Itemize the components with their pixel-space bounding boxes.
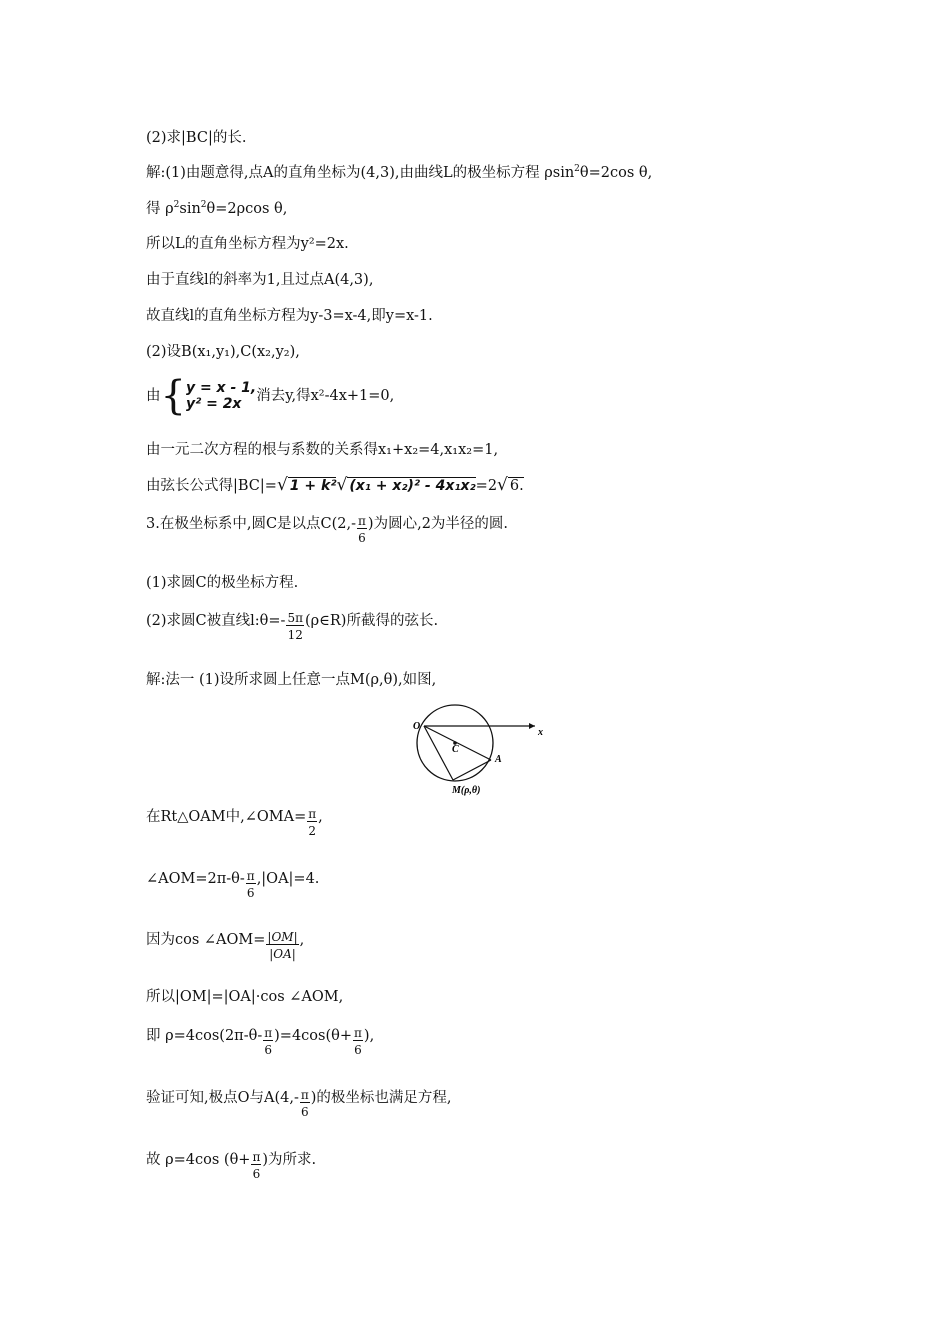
line-14: 解:法一 (1)设所求圆上任意一点M(ρ,θ),如图, [146,672,437,688]
line-1: (2)求|BC|的长. [146,130,247,146]
line-15: 在Rt△OAM中,∠OMA= $\frac{\pi}{2}$ , [146,807,323,838]
fraction: $\frac{\pi}{6}$ [300,1088,309,1119]
line-7: (2)设B(x₁,y₁),C(x₂,y₂), [146,344,300,360]
line-18: 所以|OM|=|OA|·cos ∠AOM, [146,989,344,1005]
line-12: (1)求圆C的极坐标方程. [146,575,299,591]
line-2: 解:(1)由题意得,点A的直角坐标为(4,3),由曲线L的极坐标方程 ρsin$^2$θ=2cos θ, [146,164,653,181]
line-16: ∠AOM=2π-θ- $\frac{\pi}{6}$ ,|OA|=4. [146,869,320,900]
fraction: $\frac{\pi}{6}$ [358,514,366,545]
line-3: 得 $\rho^2\sin^2\theta=2\rho\cos$ θ, [146,200,288,217]
line-19: 即 ρ=4cos(2π-θ- $\frac{\pi}{6}$ )=4cos(θ+ $\frac{\pi}{6}$ ), [146,1026,375,1057]
fraction: $\frac{|OM|}{|OA|}$ [267,930,298,961]
line-13: (2)求圆C被直线l:θ=- $\frac{5\pi}{12}$ (ρ∈R)所截得的弦长. [146,611,439,642]
line-6: 故直线l的直角坐标方程为y-3=x-4,即y=x-1. [146,308,433,324]
fraction: $\frac{\pi}{2}$ [308,807,317,838]
line-17: 因为cos ∠AOM= $\frac{|OM|}{|OA|}$ , [146,930,305,961]
line-10: 由弦长公式得|BC|=√ 1 + k²√ (x₁ + x₂)² - 4x₁x₂=2√ 6. [146,475,524,495]
line-8-system: 由{y = x - 1, y² = 2x 消去y,得x²-4x+1=0, [146,373,395,419]
fraction: $\frac{\pi}{6}$ [246,869,255,900]
line-9: 由一元二次方程的根与系数的关系得x₁+x₂=4,x₁x₂=1, [146,442,499,458]
fraction: $\frac{\pi}{6}$ [354,1026,362,1057]
fraction: $\frac{\pi}{6}$ [252,1150,261,1181]
label-c: C [452,744,459,755]
line-5: 由于直线l的斜率为1,且过点A(4,3), [146,272,374,288]
geometry-figure [410,700,550,800]
fraction: $\frac{5\pi}{12}$ [287,611,303,642]
axis-arrow [529,723,535,729]
label-m: M(ρ,θ) [452,785,481,796]
line-20: 验证可知,极点O与A(4,- $\frac{\pi}{6}$ )的极坐标也满足方程, [146,1088,452,1119]
fraction: $\frac{\pi}{6}$ [264,1026,273,1057]
label-a: A [495,754,502,765]
label-x: x [538,727,543,738]
line-21: 故 ρ=4cos (θ+ $\frac{\pi}{6}$ )为所求. [146,1150,317,1181]
label-o: O [413,721,421,732]
segment-om [424,726,453,780]
line-4: 所以L的直角坐标方程为y²=2x. [146,236,349,252]
line-11: 3.在极坐标系中,圆C是以点C(2,- $\frac{\pi}{6}$ )为圆心,2为半径的圆. [146,514,509,545]
